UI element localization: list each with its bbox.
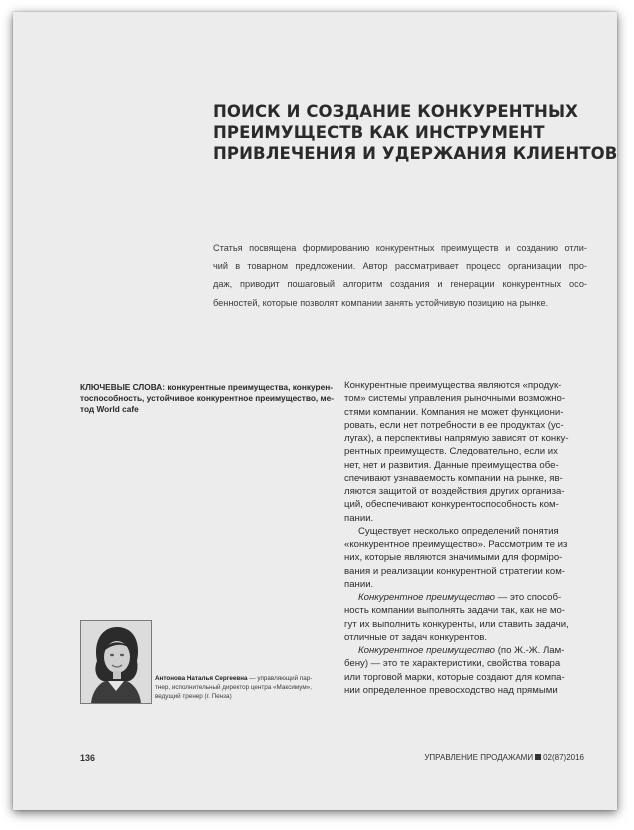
body-line: лугах), а перспективы напрямую зависят от конку- [344, 433, 569, 444]
title-line: ПОИСК И СОЗДАНИЕ КОНКУРЕНТНЫХ [213, 102, 578, 121]
paragraph-4 [344, 644, 584, 697]
author-line: тнер, исполнительный директор центра «Максимум», [155, 684, 312, 692]
body-line: спечивают узнаваемость компании на рынке, яв- [344, 472, 563, 484]
document-page [13, 12, 617, 810]
body-line: рентных преимуществ. Следовательно, если их [344, 446, 558, 458]
term-italic: Конкурентное преимущество [358, 645, 496, 656]
body-line [344, 644, 584, 657]
body-line: Существует несколько определений понятия [358, 525, 559, 537]
body-line: том» системы управления рыночными возможно- [344, 393, 566, 405]
page-number: 136 [80, 753, 96, 763]
body-line: гут их выполнить конкуренты, или ставить задачи, [344, 618, 569, 630]
body-line: ляются защитой от воздействия других организа- [344, 486, 565, 497]
term-italic: Конкурентное преимущество [358, 592, 496, 603]
author-line: ведущий тренер (г. Пенза) [155, 693, 232, 701]
abstract-line: даж, приводит пошаговый алгоритм создания и генерации конкурентных осо- [213, 279, 587, 290]
body-line: нет, нет и развития. Данные преимущества обе- [344, 459, 559, 471]
abstract-line: Статья посвящена формированию конкурентных преимуществ и созданию отли- [213, 243, 587, 253]
body-line: пании. [344, 512, 374, 524]
abstract-line: чий в товарном предложении. Автор рассматривает процесс организации про- [213, 261, 587, 272]
journal-footer [424, 753, 584, 762]
abstract-line: бенностей, которые позволят компании занять устойчивую позицию на рынке. [213, 297, 549, 308]
paragraph-2 [344, 525, 584, 591]
body-line: вания и реализации конкурентной стратегии ком- [344, 565, 565, 577]
body-line: отличные от задач конкурентов. [344, 631, 488, 643]
journal-issue: 02(87)2016 [543, 753, 584, 762]
author-name: Антонова Наталья Сергеевна [155, 675, 248, 682]
keywords-line: тоспособность, устойчивое конкурентное преимущество, ме- [80, 393, 335, 403]
article-body [344, 379, 584, 697]
body-line: или торговой марки, которые создают для компа- [344, 671, 565, 683]
author-line [155, 674, 345, 683]
author-portrait-image [81, 621, 151, 703]
body-line: ций, обеспечивают конкурентоспособность ком- [344, 499, 559, 511]
paragraph-1 [344, 379, 584, 525]
body-line: ровать, если нет потребности в ее продуктах (ус- [344, 419, 564, 431]
body-line: нии определенное превосходство над прямыми [344, 684, 558, 696]
article-title [213, 101, 618, 164]
article-abstract [213, 239, 587, 312]
journal-name: УПРАВЛЕНИЕ ПРОДАЖАМИ [424, 753, 534, 762]
body-line: ность компании выполнять задачи так, как не мо- [344, 605, 566, 617]
author-role: — управляющий пар- [247, 675, 313, 682]
square-separator-icon [535, 754, 541, 760]
body-text: — это способ- [495, 592, 562, 603]
paragraph-3 [344, 591, 584, 644]
keywords-line: тод World cafe [80, 404, 139, 414]
body-text: (по Ж.-Ж. Лам- [495, 645, 565, 656]
keywords-block [80, 382, 335, 415]
body-line: стями компании. Компания не может функциони- [344, 406, 564, 418]
title-line: ПРЕИМУЩЕСТВ КАК ИНСТРУМЕНТ [213, 123, 545, 142]
body-line [344, 591, 584, 604]
body-line: бену) — это те характеристики, свойства товара [344, 658, 561, 670]
title-line: ПРИВЛЕЧЕНИЯ И УДЕРЖАНИЯ КЛИЕНТОВ [213, 144, 618, 163]
keywords-line: КЛЮЧЕВЫЕ СЛОВА: конкурентные преимущества, конкурен- [80, 382, 333, 392]
body-line: них, которые являются значимыми для форміро- [344, 552, 563, 564]
body-line: пании. [344, 578, 374, 590]
author-info [155, 674, 345, 702]
author-photo [80, 620, 152, 704]
body-line: «конкурентное преимущество». Рассмотрим те из [344, 539, 568, 550]
body-line: Конкурентные преимущества являются «продук- [344, 380, 562, 391]
